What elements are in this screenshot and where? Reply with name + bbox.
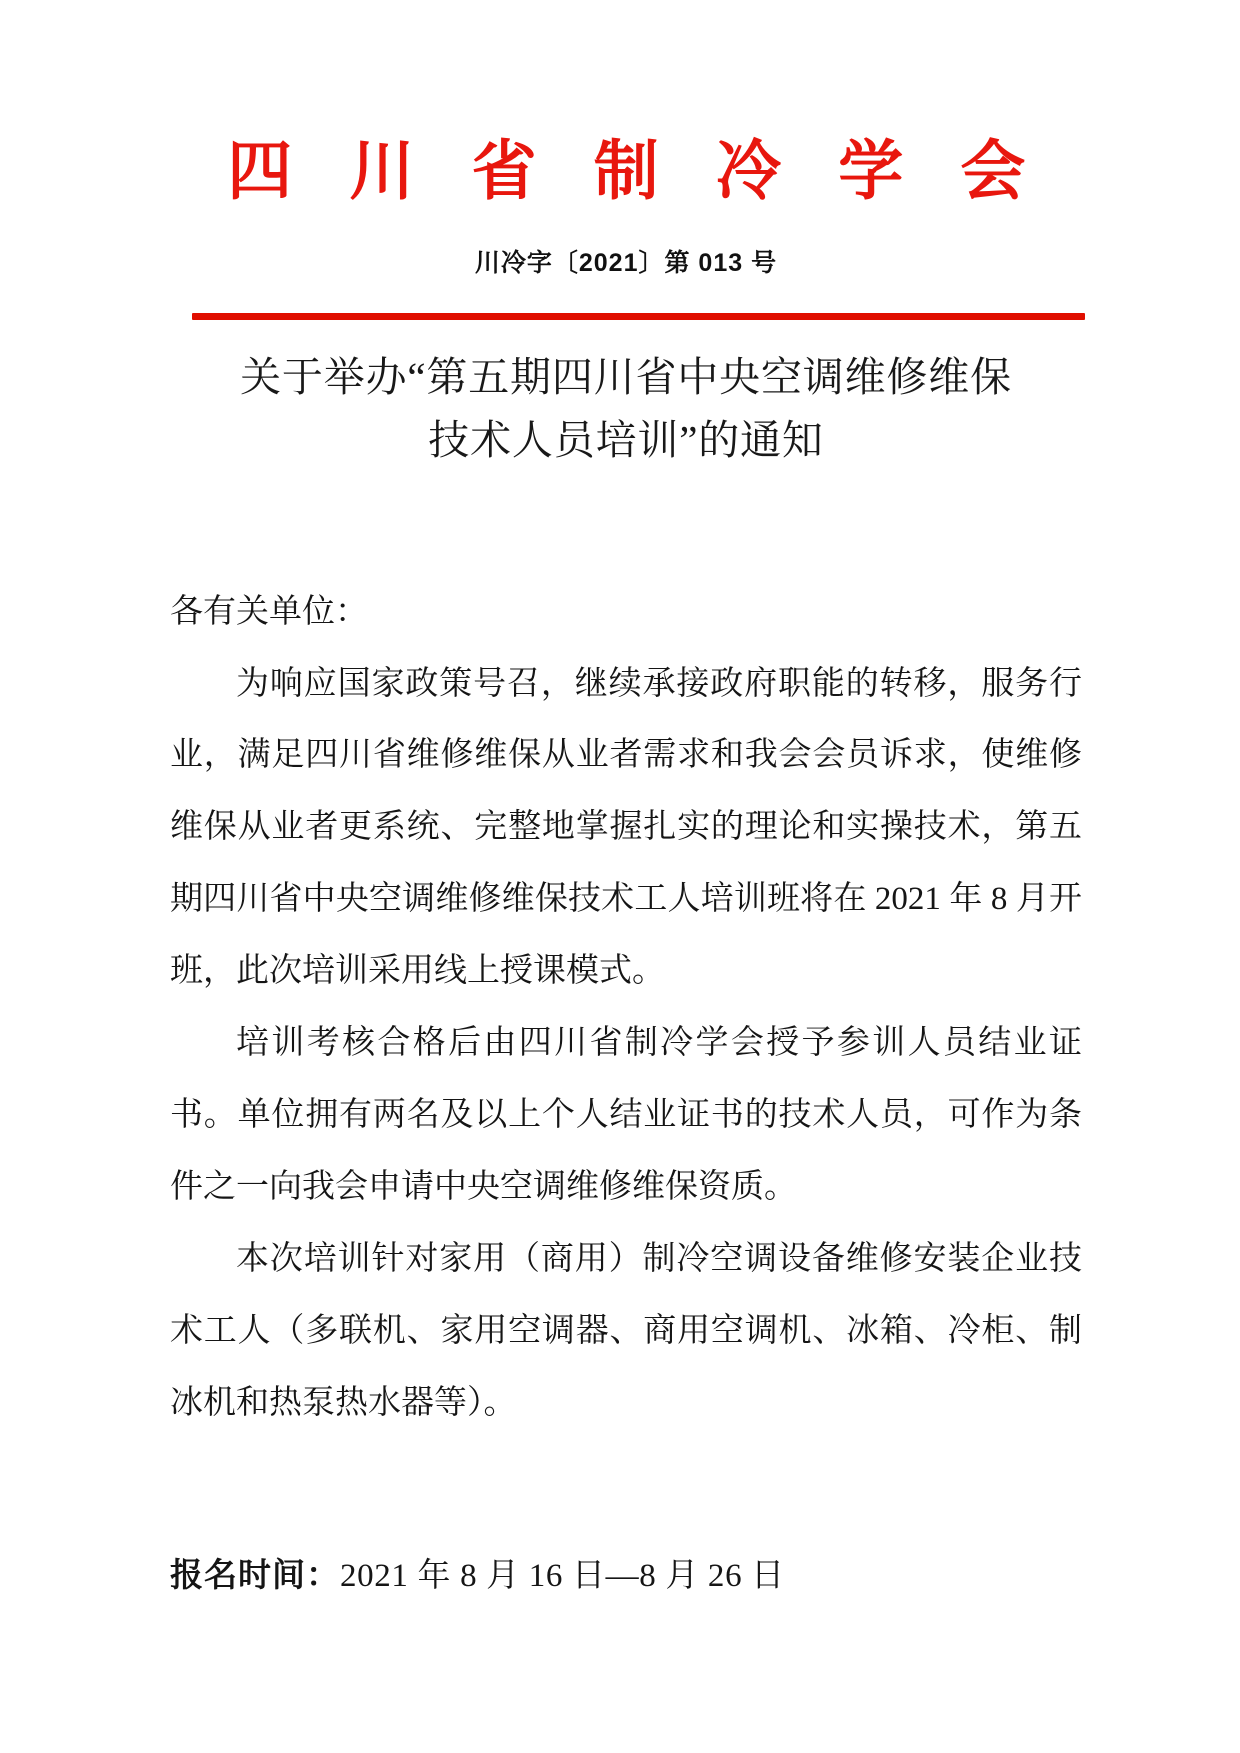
salutation: 各有关单位： bbox=[170, 593, 368, 630]
signup-time-line bbox=[170, 1552, 1082, 1599]
body-paragraph-1: 为响应国家政策号召，继续承接政府职能的转移，服务行业，满足四川省维修维保从业者需求和我会会员诉求，使维修维保从业者更系统、完整地掌握扎实的理论和实操技术，第五期四川省中央空调维修维保技术工人培训班将在 2021 年 8 月开班，此次培训采用线上授课模式。 bbox=[170, 665, 1082, 990]
notice-title-line-1: 关于举办“第五期四川省中央空调维修维保 bbox=[240, 353, 1012, 400]
red-divider-rule bbox=[192, 313, 1085, 320]
notice-title bbox=[170, 346, 1082, 473]
signup-time-label: 报名时间： bbox=[170, 1555, 340, 1593]
signup-time-value: 2021 年 8 月 16 日—8 月 26 日 bbox=[339, 1557, 785, 1594]
notice-body bbox=[170, 577, 1082, 1440]
doc-reference-number: 川冷字〔2021〕第 013 号 bbox=[474, 248, 778, 277]
letterhead-org-title: 四川省制冷学会 bbox=[227, 136, 1083, 208]
notice-title-line-2: 技术人员培训”的通知 bbox=[428, 417, 824, 464]
body-paragraph-3: 本次培训针对家用（商用）制冷空调设备维修安装企业技术工人（多联机、家用空调器、商用空调机、冰箱、冷柜、制冰机和热泵热水器等）。 bbox=[170, 1241, 1082, 1421]
body-paragraph-2: 培训考核合格后由四川省制冷学会授予参训人员结业证书。单位拥有两名及以上个人结业证书的技术人员，可作为条件之一向我会申请中央空调维修维保资质。 bbox=[170, 1025, 1082, 1206]
